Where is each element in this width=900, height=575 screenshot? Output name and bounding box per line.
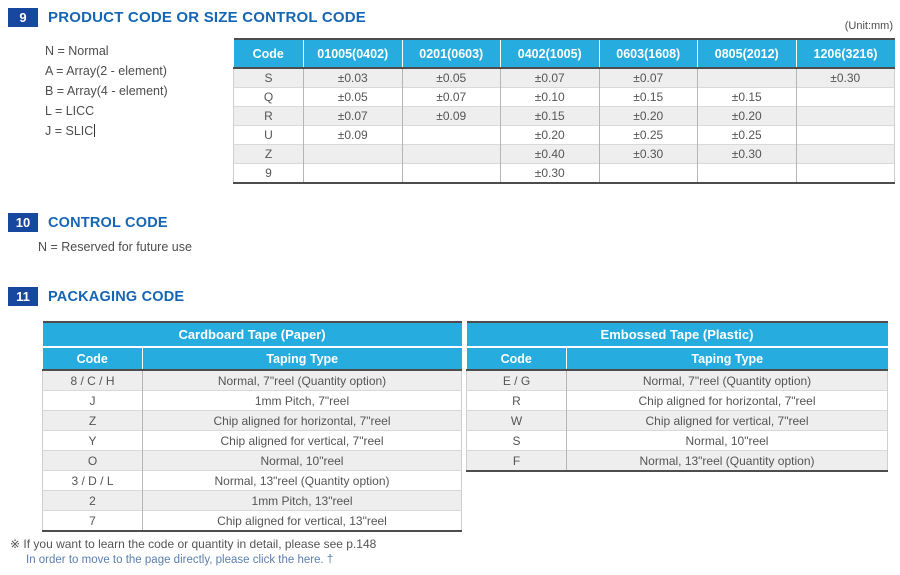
control-code-note: N = Reserved for future use xyxy=(38,240,192,254)
tolerance-cell: ±0.09 xyxy=(304,126,403,145)
size-table-wrap xyxy=(233,38,895,184)
table-row xyxy=(234,126,895,145)
tolerance-cell: ±0.40 xyxy=(501,145,600,164)
column-header: Code xyxy=(234,39,304,68)
row-code: U xyxy=(234,126,304,145)
legend-line: L = LICC xyxy=(45,104,95,118)
text-cursor xyxy=(94,124,95,137)
table-row xyxy=(234,107,895,126)
taping-type-cell: Chip aligned for vertical, 7"reel xyxy=(567,411,888,431)
taping-type-cell: Normal, 10"reel xyxy=(567,431,888,451)
code-cell: 3 / D / L xyxy=(43,471,143,491)
section-11-header xyxy=(8,287,184,306)
taping-type-cell: Normal, 7"reel (Quantity option) xyxy=(143,370,462,391)
taping-type-cell: Chip aligned for vertical, 7"reel xyxy=(143,431,462,451)
tolerance-cell xyxy=(402,126,501,145)
section-10-header xyxy=(8,213,168,232)
column-header-row xyxy=(43,347,462,370)
packaging-table-head xyxy=(467,322,888,370)
taping-type-cell: Chip aligned for vertical, 13"reel xyxy=(143,511,462,532)
table-row xyxy=(467,431,888,451)
tolerance-cell: ±0.30 xyxy=(796,68,895,88)
table-row xyxy=(234,164,895,184)
packaging-table-body xyxy=(467,370,888,471)
taping-type-cell: Normal, 7"reel (Quantity option) xyxy=(567,370,888,391)
table-row xyxy=(467,391,888,411)
column-header: Code xyxy=(467,347,567,370)
tolerance-cell: ±0.03 xyxy=(304,68,403,88)
tolerance-cell: ±0.15 xyxy=(501,107,600,126)
footer-link-note[interactable]: In order to move to the page directly, please click the here. † xyxy=(26,554,334,566)
column-header: 0201(0603) xyxy=(402,39,501,68)
taping-type-cell: 1mm Pitch, 13"reel xyxy=(143,491,462,511)
row-code: S xyxy=(234,68,304,88)
row-code: 9 xyxy=(234,164,304,184)
legend-line: J = SLIC xyxy=(45,124,94,138)
legend-line: N = Normal xyxy=(45,44,109,58)
code-cell: F xyxy=(467,451,567,472)
legend-line: B = Array(4 - element) xyxy=(45,84,168,98)
unit-note: (Unit:mm) xyxy=(844,20,893,32)
taping-type-cell: Chip aligned for horizontal, 7"reel xyxy=(143,411,462,431)
tolerance-cell xyxy=(796,107,895,126)
section-number-badge: 9 xyxy=(8,8,38,27)
product-code-legend xyxy=(45,41,168,141)
tolerance-cell: ±0.05 xyxy=(402,68,501,88)
tolerance-cell xyxy=(698,164,797,184)
column-header: 01005(0402) xyxy=(304,39,403,68)
tolerance-cell: ±0.07 xyxy=(599,68,698,88)
column-header: Taping Type xyxy=(567,347,888,370)
code-cell: J xyxy=(43,391,143,411)
code-cell: 7 xyxy=(43,511,143,532)
table-row xyxy=(467,370,888,391)
table-row xyxy=(43,411,462,431)
table-title: Cardboard Tape (Paper) xyxy=(43,322,462,347)
column-header: 1206(3216) xyxy=(796,39,895,68)
tolerance-cell: ±0.10 xyxy=(501,88,600,107)
tolerance-cell xyxy=(304,145,403,164)
code-cell: Y xyxy=(43,431,143,451)
tolerance-cell xyxy=(796,145,895,164)
tolerance-cell xyxy=(402,145,501,164)
packaging-table-cardboard xyxy=(42,321,462,532)
tolerance-cell: ±0.25 xyxy=(599,126,698,145)
size-control-table xyxy=(233,38,895,184)
row-code: Q xyxy=(234,88,304,107)
tolerance-cell: ±0.05 xyxy=(304,88,403,107)
tolerance-cell: ±0.20 xyxy=(599,107,698,126)
tolerance-cell xyxy=(796,164,895,184)
code-cell: W xyxy=(467,411,567,431)
table-row xyxy=(467,451,888,472)
table-title-row xyxy=(43,322,462,347)
packaging-table xyxy=(42,321,462,532)
tolerance-cell: ±0.30 xyxy=(599,145,698,164)
tolerance-cell: ±0.25 xyxy=(698,126,797,145)
section-number-badge: 10 xyxy=(8,213,38,232)
taping-type-cell: Normal, 13"reel (Quantity option) xyxy=(143,471,462,491)
table-row xyxy=(43,391,462,411)
size-table-head xyxy=(234,39,895,68)
tolerance-cell: ±0.07 xyxy=(304,107,403,126)
table-row xyxy=(234,88,895,107)
code-cell: Z xyxy=(43,411,143,431)
code-cell: 2 xyxy=(43,491,143,511)
tolerance-cell xyxy=(796,126,895,145)
taping-type-cell: 1mm Pitch, 7"reel xyxy=(143,391,462,411)
taping-type-cell: Normal, 10"reel xyxy=(143,451,462,471)
column-header: 0805(2012) xyxy=(698,39,797,68)
table-row xyxy=(43,511,462,532)
column-header-row xyxy=(467,347,888,370)
tolerance-cell: ±0.20 xyxy=(501,126,600,145)
table-row xyxy=(43,370,462,391)
table-row xyxy=(234,145,895,164)
code-cell: E / G xyxy=(467,370,567,391)
section-number-badge: 11 xyxy=(8,287,38,306)
footer-note: ※ If you want to learn the code or quantity in detail, please see p.148 xyxy=(10,537,377,551)
row-code: R xyxy=(234,107,304,126)
size-table-body xyxy=(234,68,895,183)
packaging-table xyxy=(466,321,888,472)
table-title-row xyxy=(467,322,888,347)
tolerance-cell: ±0.20 xyxy=(698,107,797,126)
packaging-tables xyxy=(42,321,888,532)
code-cell: R xyxy=(467,391,567,411)
legend-line: A = Array(2 - element) xyxy=(45,64,167,78)
tolerance-cell: ±0.30 xyxy=(501,164,600,184)
tolerance-cell: ±0.30 xyxy=(698,145,797,164)
tolerance-cell xyxy=(796,88,895,107)
row-code: Z xyxy=(234,145,304,164)
table-row xyxy=(467,411,888,431)
packaging-table-body xyxy=(43,370,462,531)
tolerance-cell xyxy=(599,164,698,184)
column-header: 0603(1608) xyxy=(599,39,698,68)
code-cell: O xyxy=(43,451,143,471)
section-title: PACKAGING CODE xyxy=(48,288,185,305)
table-row xyxy=(43,491,462,511)
tolerance-cell: ±0.07 xyxy=(501,68,600,88)
code-cell: 8 / C / H xyxy=(43,370,143,391)
packaging-table-head xyxy=(43,322,462,370)
table-row xyxy=(43,471,462,491)
tolerance-cell: ±0.07 xyxy=(402,88,501,107)
tolerance-cell: ±0.15 xyxy=(698,88,797,107)
section-title: PRODUCT CODE OR SIZE CONTROL CODE xyxy=(48,9,367,26)
taping-type-cell: Normal, 13"reel (Quantity option) xyxy=(567,451,888,472)
tolerance-cell xyxy=(304,164,403,184)
code-cell: S xyxy=(467,431,567,451)
column-header: Taping Type xyxy=(143,347,462,370)
table-row xyxy=(234,68,895,88)
table-title: Embossed Tape (Plastic) xyxy=(467,322,888,347)
column-header: 0402(1005) xyxy=(501,39,600,68)
packaging-table-embossed xyxy=(466,321,888,532)
tolerance-cell xyxy=(402,164,501,184)
tolerance-cell xyxy=(698,68,797,88)
table-row xyxy=(43,451,462,471)
section-title: CONTROL CODE xyxy=(48,214,168,231)
size-header-row xyxy=(234,39,895,68)
taping-type-cell: Chip aligned for horizontal, 7"reel xyxy=(567,391,888,411)
tolerance-cell: ±0.09 xyxy=(402,107,501,126)
table-row xyxy=(43,431,462,451)
tolerance-cell: ±0.15 xyxy=(599,88,698,107)
column-header: Code xyxy=(43,347,143,370)
section-9-header xyxy=(8,8,366,27)
